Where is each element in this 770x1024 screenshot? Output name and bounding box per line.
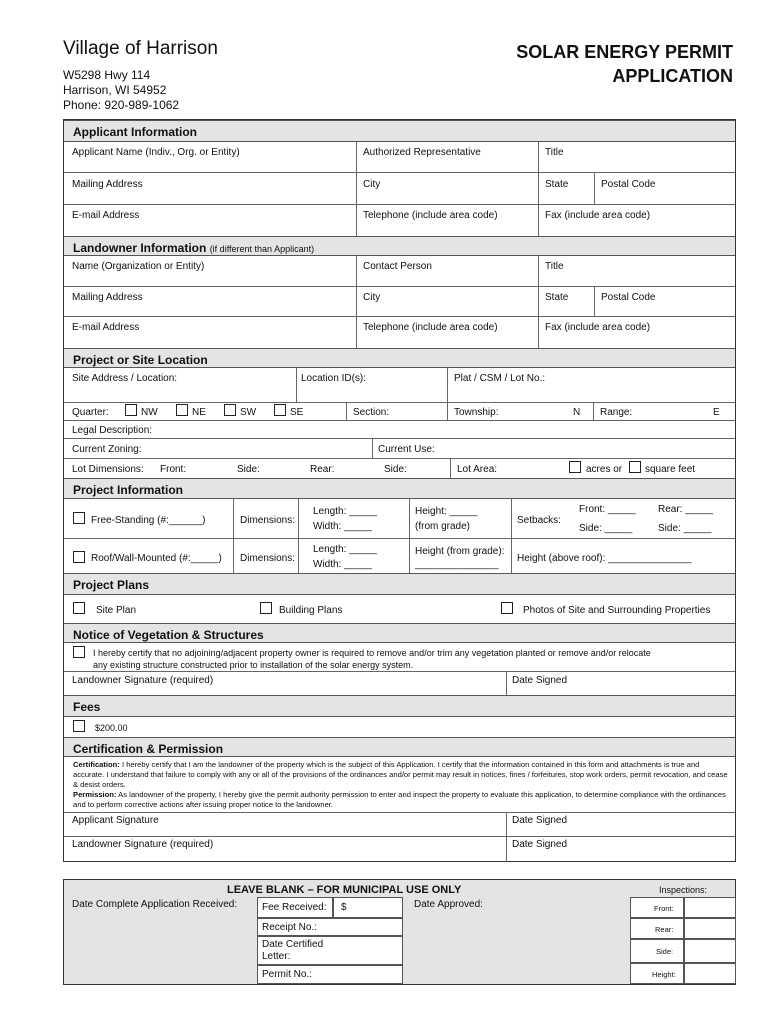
nw-label: NW [141, 407, 158, 418]
applicant-date-field[interactable]: Date Signed [512, 815, 568, 826]
divider [233, 499, 234, 573]
divider [64, 671, 735, 672]
from-grade-label: (from grade) [415, 521, 471, 532]
width-field[interactable]: Width: _____ [313, 521, 372, 532]
date-complete-label: Date Complete Application Received: [72, 899, 238, 910]
divider [506, 812, 507, 862]
divider [64, 438, 735, 439]
range-field[interactable]: Range: [600, 407, 633, 418]
setback-side-field-2[interactable]: Side: _____ [658, 523, 712, 534]
address-line-2: Harrison, WI 54952 [63, 83, 167, 97]
receipt-label: Receipt No.: [262, 922, 318, 933]
divider [594, 172, 595, 204]
roof-mounted-checkbox[interactable] [73, 551, 85, 563]
lot-rear-field[interactable]: Rear: [310, 464, 335, 475]
date-approved-label: Date Approved: [414, 899, 483, 910]
applicant-section-header: Applicant Information [64, 120, 735, 142]
height-above-roof-field[interactable]: Height (above roof): _______________ [517, 553, 692, 564]
divider [356, 142, 357, 236]
se-checkbox[interactable] [274, 404, 286, 416]
dimensions-label: Dimensions: [240, 515, 296, 526]
inspection-rear-box[interactable] [684, 918, 736, 939]
inspection-rear-label: Rear: [655, 925, 674, 934]
setback-front-field[interactable]: Front: _____ [579, 504, 636, 515]
divider [593, 402, 594, 420]
village-address [63, 68, 218, 113]
applicant-name-field[interactable]: Applicant Name (Indiv., Org. or Entity) [72, 147, 240, 158]
title-line-1: SOLAR ENERGY PERMIT [516, 42, 733, 62]
roof-mounted-label: Roof/Wall-Mounted (#:_____) [91, 553, 222, 564]
sw-checkbox[interactable] [224, 404, 236, 416]
divider [447, 368, 448, 420]
certification-section-header: Certification & Permission [64, 737, 735, 757]
ne-label: NE [192, 407, 206, 418]
divider [64, 420, 735, 421]
landowner-fax-field[interactable]: Fax (include area code) [545, 322, 651, 333]
length-field-2[interactable]: Length: _____ [313, 544, 377, 555]
square-feet-label: square feet [645, 464, 696, 475]
certified-letter-label: Date Certified Letter: [262, 939, 324, 962]
vegetation-text-2: any existing structure constructed prior to installation of the solar energy system. [93, 660, 414, 670]
divider [594, 286, 595, 316]
divider [372, 438, 373, 458]
divider [538, 256, 539, 348]
north-label: N [573, 407, 581, 418]
vegetation-date-field[interactable]: Date Signed [512, 675, 568, 686]
divider [409, 499, 410, 573]
phone-line: Phone: 920-989-1062 [63, 98, 180, 112]
landowner-postal-field[interactable]: Postal Code [601, 292, 656, 303]
divider [296, 368, 297, 402]
inspection-side-box[interactable] [684, 939, 736, 963]
height-field[interactable]: Height: _____ [415, 506, 478, 517]
free-standing-checkbox[interactable] [73, 512, 85, 524]
applicant-state-field[interactable]: State [545, 179, 569, 190]
photos-label: Photos of Site and Surrounding Properties [523, 605, 711, 616]
divider [298, 499, 299, 573]
landowner-section-header [64, 236, 735, 256]
divider [538, 142, 539, 236]
inspection-front-box[interactable] [684, 897, 736, 918]
township-field[interactable]: Township: [454, 407, 499, 418]
applicant-city-field[interactable]: City [363, 179, 381, 190]
site-section-header: Project or Site Location [64, 348, 735, 368]
divider [511, 499, 512, 573]
nw-checkbox[interactable] [125, 404, 137, 416]
permission-label: Permission: [73, 790, 117, 799]
project-section-header: Project Information [64, 478, 735, 499]
current-use-field[interactable]: Current Use: [378, 444, 435, 455]
divider [356, 256, 357, 348]
applicant-postal-field[interactable]: Postal Code [601, 179, 656, 190]
acres-checkbox[interactable] [569, 461, 581, 473]
plans-section-header: Project Plans [64, 573, 735, 595]
lot-dimensions-label: Lot Dimensions: [72, 464, 144, 475]
height-grade-line: _______________ [415, 559, 499, 570]
address-line-1: W5298 Hwy 114 [63, 68, 151, 82]
village-header [63, 38, 218, 113]
free-standing-label: Free-Standing (#:______) [91, 515, 206, 526]
landowner-mailing-field[interactable]: Mailing Address [72, 292, 143, 303]
landowner-phone-field[interactable]: Telephone (include area code) [363, 322, 498, 333]
landowner-date-field[interactable]: Date Signed [512, 839, 568, 850]
landowner-name-field[interactable]: Name (Organization or Entity) [72, 261, 205, 272]
inspection-height-label: Height: [652, 970, 676, 979]
municipal-heading: LEAVE BLANK – FOR MUNICIPAL USE ONLY [227, 884, 462, 896]
form-title [516, 40, 733, 88]
divider [64, 204, 735, 205]
certification-body: I hereby certify that I am the landowner of the property which is the subject of this Application. I certify that the information contained in this form and attachments is true and accurate. I understand that failure to comply with any or all of the provisions of the ordinances and/or permit may result in notices, fines / forfeitures, stop work orders, permit revocation, and cease & desist orders. [73, 760, 728, 789]
permit-form [63, 119, 736, 862]
landowner-state-field[interactable]: State [545, 292, 569, 303]
legal-description-field[interactable]: Legal Description: [72, 425, 153, 436]
building-plans-label: Building Plans [279, 605, 343, 616]
divider [64, 286, 735, 287]
landowner-email-field[interactable]: E-mail Address [72, 322, 140, 333]
quarter-label: Quarter: [72, 407, 109, 418]
fee-amount: $200.00 [95, 723, 128, 733]
height-from-grade-field[interactable]: Height (from grade): [415, 546, 505, 557]
dimensions-label-2: Dimensions: [240, 553, 296, 564]
lot-front-field[interactable]: Front: [160, 464, 187, 475]
plat-field[interactable]: Plat / CSM / Lot No.: [454, 373, 546, 384]
site-address-field[interactable]: Site Address / Location: [72, 373, 178, 384]
vegetation-signature-field[interactable]: Landowner Signature (required) [72, 675, 214, 686]
applicant-fax-field[interactable]: Fax (include area code) [545, 210, 651, 221]
landowner-title-field[interactable]: Title [545, 261, 564, 272]
photos-checkbox[interactable] [501, 602, 513, 614]
inspections-label: Inspections: [659, 885, 708, 895]
vegetation-checkbox[interactable] [73, 646, 85, 658]
landowner-note: (if different than Applicant) [209, 244, 315, 254]
contact-person-field[interactable]: Contact Person [363, 261, 432, 272]
setbacks-label: Setbacks: [517, 515, 561, 526]
vegetation-text-1: I hereby certify that no adjoining/adjacent property owner is required to remove and/or trim any vegetation planted or remove and/or relocate [93, 648, 651, 658]
landowner-heading: Landowner Information [73, 241, 207, 255]
divider [64, 402, 735, 403]
inspection-side-label: Side: [656, 947, 674, 956]
divider [450, 458, 451, 478]
authorized-rep-field[interactable]: Authorized Representative [363, 147, 481, 158]
landowner-signature-field[interactable]: Landowner Signature (required) [72, 839, 214, 850]
divider [64, 538, 735, 539]
vegetation-section-header: Notice of Vegetation & Structures [64, 623, 735, 643]
inspection-front-label: Front: [654, 904, 674, 913]
east-label: E [713, 407, 720, 418]
current-zoning-field[interactable]: Current Zoning: [72, 444, 142, 455]
building-plans-checkbox[interactable] [260, 602, 272, 614]
inspection-height-box[interactable] [684, 963, 736, 984]
village-name: Village of Harrison [63, 38, 218, 59]
site-plan-checkbox[interactable] [73, 602, 85, 614]
divider [64, 812, 735, 813]
location-id-field[interactable]: Location ID(s): [301, 373, 367, 384]
applicant-email-field[interactable]: E-mail Address [72, 210, 140, 221]
sw-label: SW [240, 407, 257, 418]
acres-label: acres or [586, 464, 623, 475]
site-plan-label: Site Plan [96, 605, 137, 616]
fees-section-header: Fees [64, 695, 735, 717]
divider [506, 671, 507, 695]
fee-received-label: Fee Received: [262, 902, 327, 913]
applicant-signature-field[interactable]: Applicant Signature [72, 815, 159, 826]
divider [346, 402, 347, 420]
se-label: SE [290, 407, 304, 418]
applicant-phone-field[interactable]: Telephone (include area code) [363, 210, 498, 221]
divider [64, 172, 735, 173]
lot-side-field-2[interactable]: Side: [384, 464, 407, 475]
title-line-2: APPLICATION [612, 66, 733, 86]
permit-no-label: Permit No.: [262, 969, 313, 980]
setback-side-field-1[interactable]: Side: _____ [579, 523, 633, 534]
certification-label: Certification: [73, 760, 120, 769]
lot-area-field[interactable]: Lot Area: [457, 464, 498, 475]
fee-checkbox[interactable] [73, 720, 85, 732]
municipal-use-box [63, 879, 736, 985]
certification-text [73, 760, 729, 810]
divider [64, 458, 735, 459]
square-feet-checkbox[interactable] [629, 461, 641, 473]
divider [64, 836, 735, 837]
divider [64, 316, 735, 317]
landowner-city-field[interactable]: City [363, 292, 381, 303]
applicant-mailing-field[interactable]: Mailing Address [72, 179, 143, 190]
lot-side-field-1[interactable]: Side: [237, 464, 260, 475]
section-field[interactable]: Section: [353, 407, 390, 418]
ne-checkbox[interactable] [176, 404, 188, 416]
dollar-sign: $ [341, 902, 347, 913]
setback-rear-field[interactable]: Rear: _____ [658, 504, 714, 515]
applicant-title-field[interactable]: Title [545, 147, 564, 158]
length-field[interactable]: Length: _____ [313, 506, 377, 517]
permission-body: As landowner of the property, I hereby give the permit authority permission to enter and inspect the property to evaluate this application, to determine compliance with the ordinances and to perform corrective actions after issuing proper notice to the landowner. [73, 790, 726, 809]
width-field-2[interactable]: Width: _____ [313, 559, 372, 570]
